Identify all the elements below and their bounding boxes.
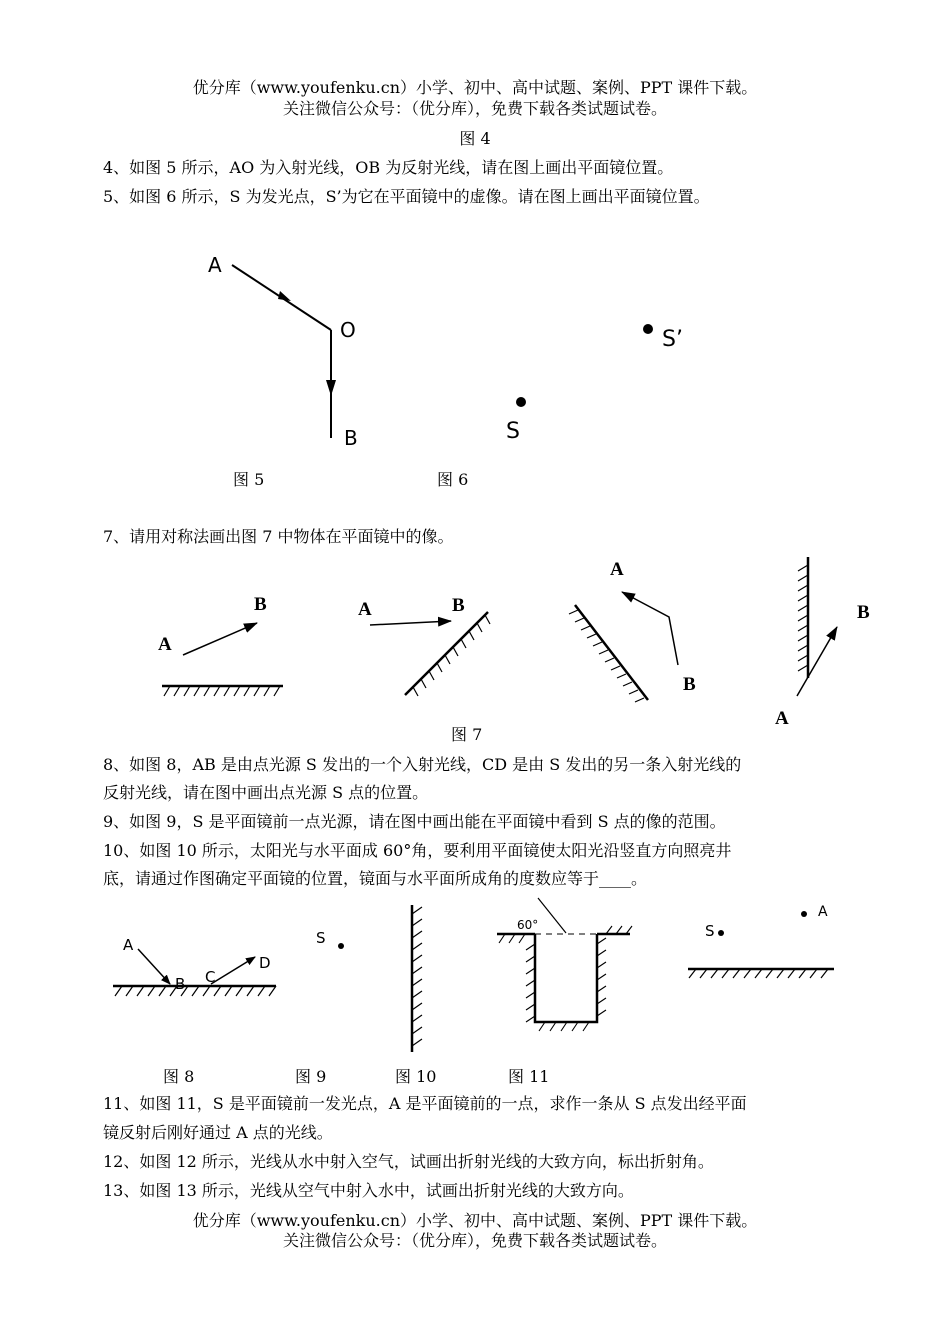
mirror-hatching — [412, 907, 422, 1046]
question-10-line-2: 底，请通过作图确定平面镜的位置，镜面与水平面所成角的度数应等于____。 — [103, 869, 648, 888]
incident-ray-ab — [138, 949, 170, 984]
figure-11 — [688, 904, 834, 978]
fig6-label-s-prime: S’ — [662, 327, 683, 352]
fig7-p4-label-a: A — [775, 708, 789, 729]
footer-line-2: 关注微信公众号：（优分库），免费下载各类试题试卷。 — [282, 1231, 667, 1250]
fig7-p1-label-a: A — [158, 634, 172, 655]
question-4: 4、如图 5 所示，AO 为入射光线，OB 为反射光线，请在图上画出平面镜位置。 — [103, 158, 674, 177]
question-11-line-2: 镜反射后刚好通过 A 点的光线。 — [103, 1123, 333, 1142]
light-source-point — [338, 943, 344, 949]
figure-4-caption: 图 4 — [459, 129, 491, 148]
question-9: 9、如图 9，S 是平面镜前一点光源，请在图中画出能在平面镜中看到 S 点的像的范围。 — [103, 812, 726, 831]
point-a — [801, 911, 807, 917]
reflected-ray-cd — [211, 957, 255, 984]
well-hatching — [499, 926, 632, 1031]
well-walls — [535, 934, 597, 1022]
fig8-label-d: D — [259, 954, 271, 972]
header-line-1: 优分库（www.youfenku.cn）小学、初中、高中试题、案例、PPT 课件下载。 — [192, 78, 758, 97]
fig10-label-angle: 60° — [517, 918, 539, 932]
mirror-hatching — [689, 969, 828, 978]
fig6-label-s: S — [506, 419, 520, 444]
figure-10 — [497, 898, 632, 1031]
figure-5-caption: 图 5 — [233, 470, 265, 489]
figure-6-caption: 图 6 — [437, 470, 469, 489]
fig11-label-a: A — [818, 904, 828, 920]
fig7-p2-label-b: B — [452, 595, 465, 616]
light-source-point — [718, 930, 724, 936]
fig5-label-o: O — [340, 318, 356, 342]
question-12: 12、如图 12 所示，光线从水中射入空气，试画出折射光线的大致方向，标出折射角。 — [103, 1152, 714, 1171]
sun-ray — [538, 898, 566, 933]
footer-line-1: 优分库（www.youfenku.cn）小学、初中、高中试题、案例、PPT 课件下载。 — [192, 1211, 758, 1230]
question-7: 7、请用对称法画出图 7 中物体在平面镜中的像。 — [103, 527, 454, 546]
fig7-p4-label-b: B — [857, 602, 870, 623]
fig8-label-c: C — [205, 968, 216, 986]
fig11-label-s: S — [705, 922, 715, 940]
figure-11-caption: 图 11 — [508, 1067, 550, 1086]
fig7-p3-label-b: B — [683, 674, 696, 695]
fig7-p1-label-b: B — [254, 594, 267, 615]
figure-8-caption: 图 8 — [163, 1067, 195, 1086]
figure-9 — [316, 905, 422, 1052]
question-5: 5、如图 6 所示，S 为发光点，S’为它在平面镜中的虚像。请在图上画出平面镜位置。 — [103, 187, 710, 206]
figure-10-caption: 图 10 — [395, 1067, 437, 1086]
fig5-label-b: B — [344, 426, 358, 450]
fig8-label-a: A — [123, 936, 134, 954]
mirror-hatching — [115, 986, 276, 996]
question-8-line-2: 反射光线，请在图中画出点光源 S 点的位置。 — [103, 783, 429, 802]
figure-9-caption: 图 9 — [295, 1067, 327, 1086]
fig9-label-s: S — [316, 929, 326, 947]
question-10-line-1: 10、如图 10 所示，太阳光与水平面成 60°角，要利用平面镜使太阳光沿竖直方向照亮井 — [103, 841, 732, 860]
question-11-line-1: 11、如图 11，S 是平面镜前一发光点，A 是平面镜前的一点，求作一条从 S 点发出经平面 — [103, 1094, 747, 1113]
fig7-p3-label-a: A — [610, 559, 624, 580]
figure-8 — [113, 936, 276, 996]
question-13: 13、如图 13 所示，光线从空气中射入水中，试画出折射光线的大致方向。 — [103, 1181, 634, 1200]
question-8-line-1: 8、如图 8，AB 是由点光源 S 发出的一个入射光线，CD 是由 S 发出的另一条入射光线的 — [103, 755, 742, 774]
fig8-label-b: B — [175, 975, 186, 993]
fig5-label-a: A — [208, 253, 222, 277]
figure-7-caption: 图 7 — [451, 725, 483, 744]
fig7-p2-label-a: A — [358, 599, 372, 620]
header-line-2: 关注微信公众号：（优分库），免费下载各类试题试卷。 — [282, 99, 667, 118]
